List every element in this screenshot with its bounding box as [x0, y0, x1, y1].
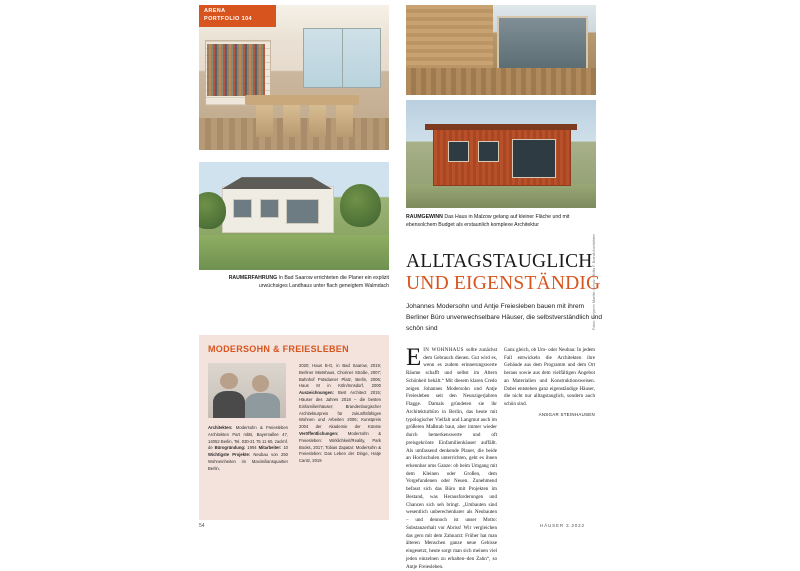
window [260, 199, 279, 218]
window [478, 141, 499, 162]
info-text-founded: 1994 [245, 445, 257, 451]
garden-illustration [199, 162, 389, 270]
photo-landhaus-garden [199, 162, 389, 270]
photo-red-house-malzow [406, 100, 596, 208]
stool [309, 105, 326, 137]
window [303, 28, 381, 88]
article-byline: ANSGAR STEINHAUSEN [538, 411, 595, 417]
info-label-founded: Bürogründung: [214, 445, 246, 451]
portrait-illustration [208, 363, 286, 418]
window [286, 199, 318, 225]
arena-portfolio-tag [199, 5, 276, 27]
body-column-1 [406, 344, 497, 571]
deck-floorboards [406, 68, 596, 95]
info-box-title: MODERSOHN & FREIESLEBEN [208, 344, 349, 354]
architect-info-box [199, 335, 389, 520]
caption-right-text: Das Haus in Malzow gelang auf kleiner Fläche und mit ebensolchem Budget als erstaunlich komplexe Architektur [406, 214, 570, 229]
ground [406, 184, 596, 208]
wood-wall [406, 5, 493, 70]
stool [256, 105, 273, 137]
torso [213, 391, 246, 419]
architects-portrait [208, 363, 286, 418]
head [252, 375, 269, 392]
head [220, 373, 237, 390]
window [448, 141, 469, 162]
deck-illustration [406, 5, 596, 95]
drop-cap: E [406, 344, 422, 371]
info-text-architects: Modersohn & Freiesleben Architekten Part mbB, Bayernallee 47, 14052 Berlin, Tel. 030-21 75 11 60, zaclmf. de [208, 425, 288, 451]
info-text-projects: Neubau von 250 Wohneinheiten im Maximiliansquartier Berlin, [208, 452, 288, 471]
dining-table [245, 95, 359, 105]
roof [425, 124, 577, 130]
body-text-2: Ganz gleich, ob Um- oder Neubau: In jedem Fall entwickeln die Architekten ihre Gebäude aus dem Programm und dem Ort heraus sowie aus dem vielfältigen Angebot an Materialien und Konstruktionsweisen. Dabei entstehen ganz eigenständige Häuser, die nicht nur alltagstauglich, sondern auch schön sind. [504, 347, 595, 408]
tree [340, 184, 382, 227]
left-page [0, 0, 400, 533]
info-label-awards: Auszeichnungen: [299, 390, 334, 396]
info-column-left [208, 425, 288, 473]
folio-right: HÄUSER 3.2022 [540, 523, 585, 528]
caption-left-text: In Bad Saarow errichteten die Planer ein explizit urwüchsiges Landhaus unter flach geneigtem Walmdach [258, 275, 389, 290]
caption-right [406, 213, 598, 229]
caption-left-lead: RAUMERFAHRUNG [228, 275, 278, 281]
right-page [400, 0, 800, 570]
info-label-projects: Wichtigste Projekte: [208, 452, 251, 458]
info-column-right [299, 363, 381, 465]
red-house-illustration [406, 100, 596, 208]
body-column-2 [504, 347, 595, 419]
info-text-awards: Best Architect 2015; Häuser des Jahres 2018 – die besten Einfamilienhäuser; Brandenburgischer Architekturpreis für zukunftsfähiges Wohnen und Arbeiten 2006; Kunstpreis 2004 der Akademie der Künste [299, 390, 381, 430]
info-text-projects-cont: 2020; Haus B-G, in Bad Saarow, 2019; Berliner Mietshaus, Choriner Straße, 2007; Bahnhof Potsdamer Platz, Berlin, 2006; Haus M in Köln/Innsdorf, 2000 [299, 363, 381, 389]
hipped-roof [214, 177, 339, 189]
arena-tag-line-1: ARENA [204, 8, 226, 14]
photo-credit: Fotos: Benjamin Mueller-Schulz / Britta F. Brandt Architekten [592, 233, 596, 330]
lawn [199, 235, 389, 270]
info-label-architects: Architekten: [208, 425, 233, 430]
tree [199, 192, 226, 229]
body-lead-smallcaps: IN WOHNHAUS [423, 347, 464, 353]
article-standfirst: Johannes Modersohn und Antje Freiesleben bauen mit ihrem Berliner Büro unverwechselbare Häuser, die selbstverständlich und schön sind [406, 303, 603, 332]
stool [283, 105, 300, 137]
headline-line-1: ALLTAGSTAUGLICH [406, 251, 593, 272]
headline-line-2: UND EIGENSTÄNDIG [406, 272, 601, 294]
stool [336, 105, 353, 137]
folio-left: 54 [199, 523, 205, 529]
info-label-publications: Veröffentlichungen: [299, 430, 339, 436]
info-label-staff: Mitarbeiter: [258, 445, 282, 451]
books [207, 44, 266, 96]
info-text-staff: 10 [281, 445, 288, 451]
photo-terrace-deck [406, 5, 596, 95]
caption-right-lead: RAUMGEWINN [406, 214, 443, 220]
glass-facade [497, 16, 588, 70]
caption-left [199, 274, 389, 290]
article-headline [406, 251, 656, 295]
window [512, 139, 556, 178]
window [233, 199, 252, 218]
info-text-publications: Modersohn & Freiesleben: Wirklichkeit/Reality, Park Books, 2017; Tobias Zapatar: Modersohn & Freiesleben: Das Leben der Dinge, Hatje Cantz, 2019 [299, 430, 381, 464]
torso [245, 393, 279, 418]
body-text-1: sollte zunächst dem Gebrauch dienen. Gut wird es, wenn es zudem erinnerungswerte Räume schafft und selbst im Altern Schönheit behält.“ Mit diesem klaren Credo zeigen Johannes Modersohn und Antje Freiesleben seit den Neunzigerjahren Flagge. Damals gründeten sie ihr Architekturbüro in Berlin, das heute mit typologischer Vielfalt und Langmut auch im größeren Maßstab baut, aber immer wieder durch bemerkenswerte und oft preisgekrönte Einfamilienhäuser auffällt. Als umfassend denkende Planer, die beide an Hochschulen unterrichten, geht es ihnen erkennbar ums Ganze: ob beim Umgang mit dem Kleinen oder Großen, dem Vorgefundenen oder Neuen. Zunehmend befasst sich das Büro mit Projekten im Bestand, was Herausforderungen und Chancen sich seh bringt. „Umbauten sind wesentlich unberechenbarer als Neubauten – und dennoch ist unser Motto: Substanzerhalt vor Abriss! Wir vergleichen das gern mit dem Zahnarzt: Früher hat man älteren Menschen ganze neue Gebisse eingesetzt, heute sorgt man sich meinen viel jeden einzelnen zu erhalten–den Zahn“, so Antje Freiesleben. [406, 347, 497, 570]
arena-tag-line-2: PORTFOLIO 104 [204, 15, 252, 22]
